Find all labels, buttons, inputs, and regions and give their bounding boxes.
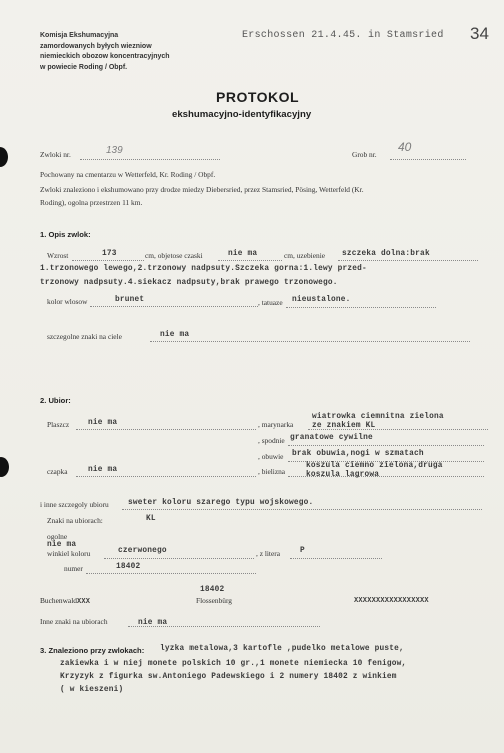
uzebienie-line-2: 1.trzonowego lewego,2.trzonowy nadpsuty.Szczeka gorna:1.lewy przed-	[40, 265, 367, 273]
found-line-1: Zwloki znaleziono i ekshumowano przy drodze miedzy Diebersried, przez Stamsried, Pösing, Wetterfeld (Kr.	[40, 185, 364, 194]
marynarka-line-2: ze znakiem KL	[312, 422, 376, 430]
header-line: Komisja Ekshumacyjna	[40, 32, 119, 39]
flossenburg-label: Flossenbürg	[196, 596, 233, 605]
spodnie-value: granatowe cywilne	[290, 434, 373, 442]
commission-header	[40, 31, 170, 73]
inne-szczegoly-label: i inne szczegoly ubioru	[40, 500, 109, 509]
objetosc-value: nie ma	[228, 250, 258, 258]
buchenwald-struck: BuchenwaldXXX	[40, 596, 91, 606]
litera-label: , z litera	[256, 549, 281, 558]
bielizna-line-1: koszula ciemno zielona,druga	[306, 462, 443, 470]
znaleziono-line-3: Krzyzyk z figurka sw.Antoniego Padewskiego i 2 numery 18402 z winkiem	[60, 673, 397, 681]
tatuaze-value: nieustalone.	[292, 296, 351, 304]
numer-value: 18402	[116, 563, 141, 571]
bielizna-label: , bielizna	[258, 467, 286, 476]
szczegolne-znaki-value: nie ma	[160, 331, 190, 339]
inne-szczegoly-value: sweter koloru szarego typu wojskowego.	[128, 499, 314, 507]
flossenburg-number: 18402	[200, 586, 225, 594]
zwloki-number: 139	[106, 145, 123, 156]
found-line-2: Roding), ogolna przestrzen 11 km.	[40, 198, 143, 207]
litera-value: P	[300, 547, 305, 555]
document-title: PROTOKOL	[216, 89, 300, 105]
marynarka-line-1: wiatrowka ciemnitna zielona	[312, 413, 444, 421]
winkiel-value: czerwonego	[118, 547, 167, 555]
spodnie-label: , spodnie	[258, 436, 285, 445]
plaszcz-label: Plaszcz	[47, 420, 70, 429]
numer-label: numer	[64, 564, 83, 573]
bielizna-line-2: koszula lagrowa	[306, 471, 380, 479]
znaleziono-line-4: ( w kieszeni)	[60, 686, 124, 694]
obuwie-value: brak obuwia,nogi w szmatach	[292, 450, 424, 458]
plaszcz-value: nie ma	[88, 419, 118, 427]
cm-uzebienie-label: cm, uzebienie	[284, 251, 326, 260]
section-3-title: 3. Znaleziono przy zwlokach:	[40, 646, 145, 655]
wzrost-label: Wzrost	[47, 251, 69, 260]
zwloki-label: Zwloki nr.	[40, 150, 71, 159]
grob-number: 40	[398, 140, 412, 154]
marynarka-label: , marynarka	[258, 420, 294, 429]
section-2-title: 2. Ubior:	[40, 396, 71, 405]
grob-label: Grob nr.	[352, 150, 377, 159]
znaleziono-line-1: lyzka metalowa,3 kartofle ,pudelko metalowe puste,	[160, 645, 404, 653]
header-line: w powiecie Roding / Obpf.	[40, 63, 128, 71]
punch-hole-top	[0, 147, 8, 167]
inne-znaki-value: nie ma	[138, 619, 168, 627]
inne-znaki-label: Inne znaki na ubiorach	[40, 617, 108, 626]
wzrost-value: 173	[102, 250, 117, 258]
ogolne-label: ogolne	[47, 532, 68, 541]
page-number: 34	[470, 24, 489, 43]
section-1-title: 1. Opis zwlok:	[40, 230, 91, 239]
uzebienie-line-3: trzonowy nadpsuty.4.siekacz nadpsuty,brak prawego trzonowego.	[40, 279, 338, 287]
znaki-na-ubiorach-value: KL	[146, 515, 156, 523]
znaleziono-line-2: zakiewka i w niej monete polskich 10 gr.,1 monete niemiecka 10 fenigow,	[60, 660, 407, 668]
czapka-label: czapka	[47, 467, 68, 476]
tatuaze-label: , tatuaze	[258, 298, 283, 307]
ogolne-value: nie ma	[47, 541, 77, 549]
kolor-wlosow-value: brunet	[115, 296, 145, 304]
czapka-value: nie ma	[88, 466, 118, 474]
typed-location: Erschossen 21.4.45. in Stamsried	[242, 30, 444, 41]
cm-objetosc-label: cm, objetose czaski	[145, 251, 203, 260]
winkiel-label: winkiel koloru	[47, 549, 91, 558]
third-camp-struck: XXXXXXXXXXXXXXXXX	[354, 597, 429, 605]
punch-hole-bottom	[0, 457, 9, 477]
uzebienie-line-1: szczeka dolna:brak	[342, 250, 430, 258]
burial-place: Pochowany na cmentarzu w Wetterfeld, Kr. Roding / Obpf.	[40, 170, 216, 179]
document-subtitle: ekshumacyjno-identyfikacyjny	[172, 109, 312, 120]
obuwie-label: , obuwie	[258, 452, 284, 461]
kolor-wlosow-label: kolor wlosow	[47, 297, 88, 306]
szczegolne-znaki-label: szczegolne znaki na ciele	[47, 332, 122, 341]
header-line: zamordowanych byłych wiezniow	[40, 42, 152, 50]
znaki-na-ubiorach-label: Znaki na ubiorach:	[47, 516, 103, 525]
header-line: niemieckich obozow koncentracyjnych	[40, 53, 170, 60]
